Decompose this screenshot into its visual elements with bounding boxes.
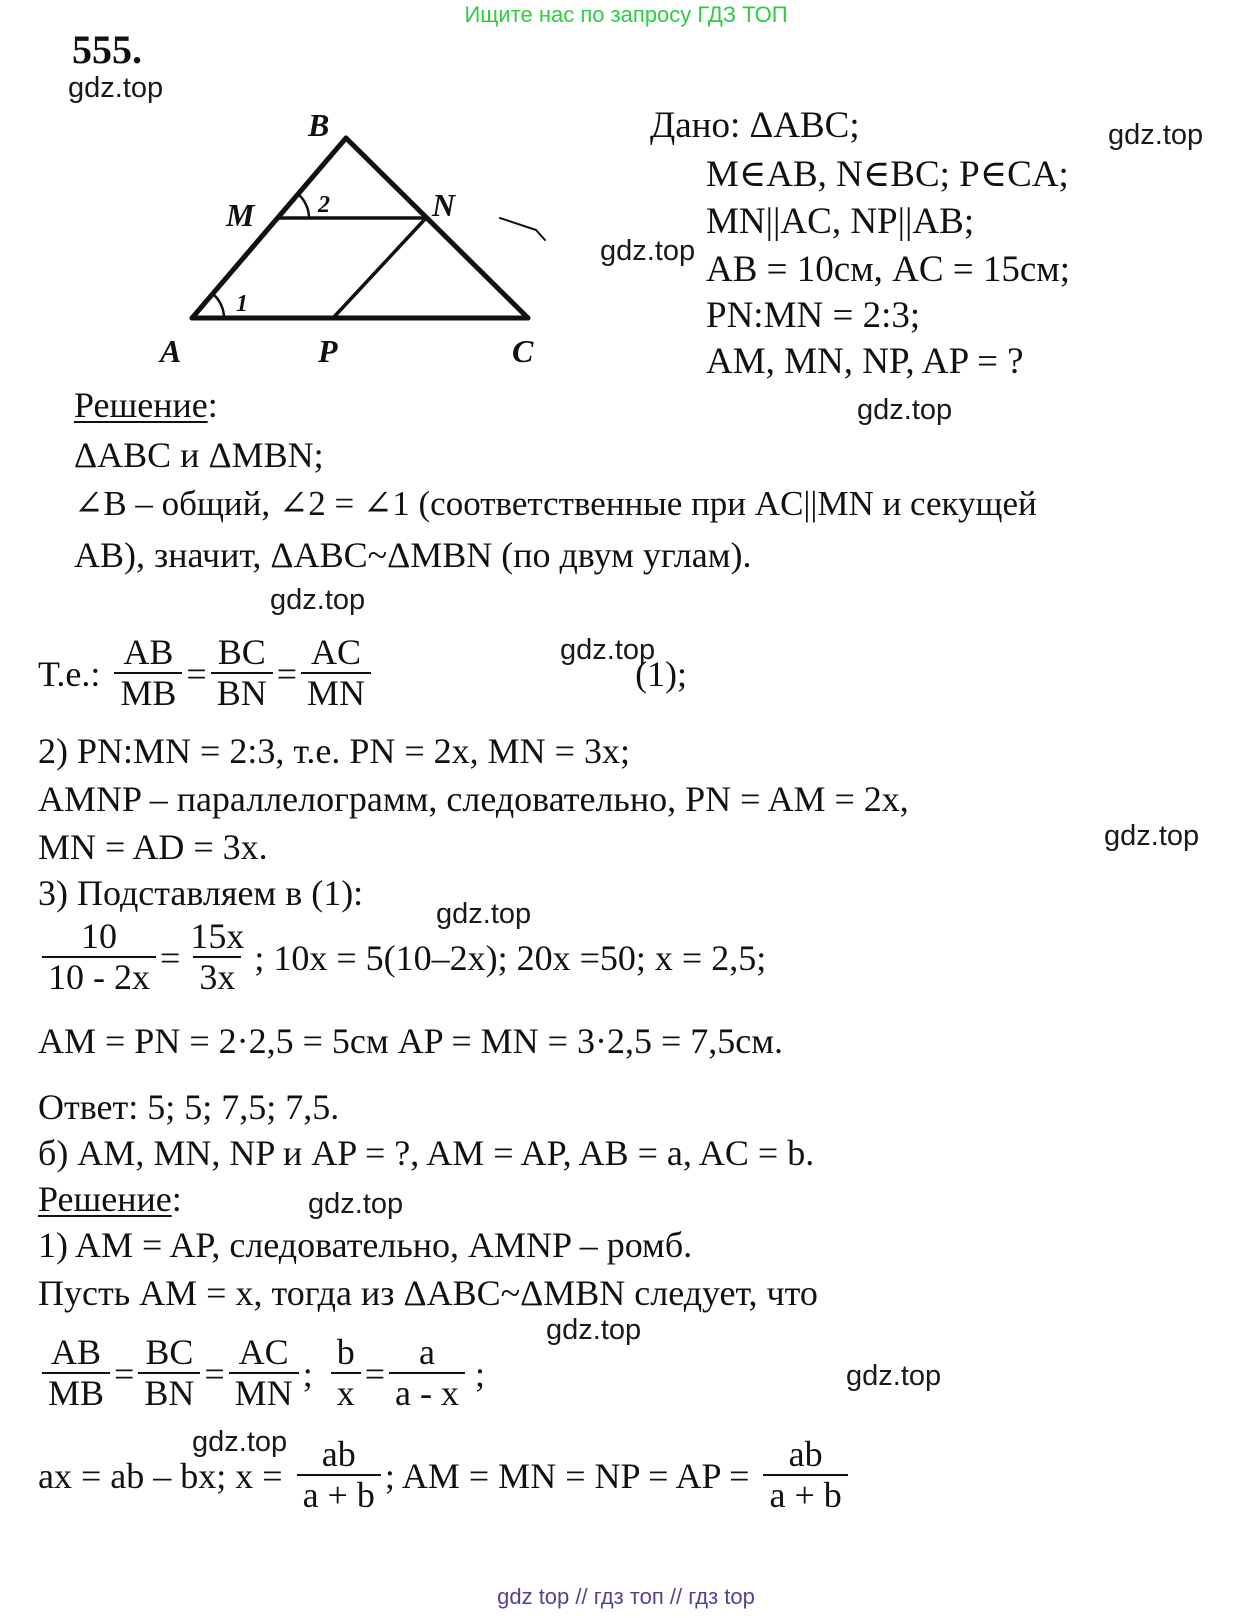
separator: ; [302,1353,313,1394]
step-2-line-1: 2) PN:MN = 2:3, т.е. PN = 2x, MN = 3x; [38,731,630,771]
fraction-15x-over-3x [184,918,250,997]
given-line-2: M∈AB, N∈BC; P∈CA; [706,154,1069,195]
step-2-line-3: MN = AD = 3x. [38,827,268,867]
te-prefix: Т.е.: [38,653,101,694]
side-ab [192,138,346,318]
fraction-denominator: BN [211,672,273,714]
watermark: gdz.top [1104,820,1200,852]
side-bc [346,138,528,318]
watermark: gdz.top [68,72,164,104]
label-m: M [226,197,255,233]
fraction-numerator: 15x [190,916,245,956]
watermark: gdz.top [192,1426,288,1458]
final-prefix: ax = ab – bx; x = [38,1455,283,1496]
solution-line-2: ∠B – общий, ∠2 = ∠1 (соответственные при AC||MN и секущей [74,484,1037,523]
fraction-denominator: a + b [297,1474,381,1516]
part-b-proportion [38,1334,485,1413]
fraction-bc-bn [211,634,273,713]
fraction-numerator: a [419,1332,435,1372]
fraction-denominator: MN [301,672,371,714]
part-b-statement: б) AM, MN, NP и AP = ?, AM = AP, AB = a, AC = b. [38,1133,815,1173]
part-b-heading-colon: : [171,1179,182,1219]
fraction-denominator: BN [138,1372,200,1414]
given-line-6: AM, MN, NP, AP = ? [706,341,1024,382]
label-b: B [308,107,330,143]
fraction-b-over-x [331,1334,361,1413]
fraction-numerator: b [336,1332,355,1372]
fraction-denominator: 10 - 2x [42,956,156,998]
stray-mark [500,218,545,240]
fraction-numerator: ab [321,1434,356,1474]
label-a: A [160,333,182,369]
watermark: gdz.top [846,1360,942,1392]
fraction-10-over-10-2x [42,918,156,997]
fraction-ac-mn [229,1334,299,1413]
part-b-line-2: Пусть AM = x, тогда из ΔABC~ΔMBN следует, что [38,1273,818,1313]
line-end: ; [474,1353,485,1394]
watermark: gdz.top [436,898,532,930]
equals-sign: = [276,653,298,694]
fraction-denominator: MB [114,672,182,714]
answer-line: Ответ: 5; 5; 7,5; 7,5. [38,1087,340,1127]
fraction-bc-bn [138,1334,200,1413]
fraction-numerator: AC [311,632,362,672]
problem-number: 555. [72,27,142,72]
given-line-4: AB = 10см, AC = 15см; [706,249,1070,290]
fraction-ab-mb [42,1334,110,1413]
watermark: gdz.top [546,1314,642,1346]
fraction-numerator: AB [51,1332,102,1372]
watermark: gdz.top [270,584,366,616]
fraction-denominator: a - x [389,1372,465,1414]
equals-sign: = [114,1353,135,1394]
watermark: gdz.top [308,1188,404,1220]
part-b-line-1: 1) AM = AP, следовательно, AMNP – ромб. [38,1225,693,1265]
step-2-line-2: AMNP – параллелограмм, следовательно, PN = AM = 2x, [38,779,909,819]
label-angle-2: 2 [318,192,330,218]
part-b-final [38,1436,852,1515]
fraction-denominator: 3x [193,956,241,998]
equals-sign: = [186,653,207,694]
angle-1-arc [213,294,224,318]
label-n: N [432,187,456,223]
fraction-denominator: a + b [763,1474,847,1516]
part-b-heading-text: Решение [38,1179,172,1219]
fraction-numerator: AC [238,1332,289,1372]
fraction-denominator: x [331,1372,361,1414]
fraction-denominator: MN [229,1372,299,1414]
given-line-5: PN:MN = 2:3; [706,295,921,336]
step-3-equation [38,918,766,997]
solution-line-3: AB), значит, ΔABC~ΔMBN (по двум углам). [74,535,752,575]
step-3-rest: ; 10x = 5(10–2x); 20x =50; x = 2,5; [254,937,767,978]
fraction-ab-over-a-plus-b [297,1436,381,1515]
fraction-ab-over-a-plus-b [763,1436,847,1515]
triangle-figure [0,100,600,390]
footer-banner[interactable]: gdz top // гдз топ // гдз top [497,1584,755,1609]
equals-sign: = [364,1353,386,1394]
fraction-numerator: 10 [81,916,117,956]
result-line: AM = PN = 2·2,5 = 5см AP = MN = 3·2,5 = 7,5см. [38,1021,784,1061]
watermark: gdz.top [600,235,696,267]
segment-np [333,218,426,318]
solution-line-1: ΔABC и ΔMBN; [74,435,324,475]
angle-2-arc [298,194,309,218]
proportion-1 [38,634,687,713]
step-3-heading: 3) Подставляем в (1): [38,873,364,913]
fraction-denominator: MB [42,1372,110,1414]
fraction-a-over-a-x [389,1334,465,1413]
fraction-ac-mn [301,634,371,713]
given-line-1: Дано: ΔABC; [650,105,860,146]
solution-heading [74,384,218,426]
header-banner[interactable]: Ищите нас по запросу ГДЗ ТОП [464,2,788,27]
fraction-numerator: AB [123,632,174,672]
fraction-numerator: BC [217,632,266,672]
solution-heading-colon: : [207,385,218,425]
fraction-numerator: ab [788,1434,823,1474]
watermark: gdz.top [857,394,953,426]
solution-heading-text: Решение [74,385,208,425]
label-angle-1: 1 [236,291,248,317]
fraction-ab-mb [114,634,182,713]
equals-sign: = [160,937,181,978]
label-p: P [318,333,338,369]
watermark: gdz.top [560,634,656,666]
part-b-heading [38,1178,182,1220]
watermark: gdz.top [1108,119,1204,151]
equals-sign: = [204,1353,225,1394]
label-c: C [512,333,534,369]
equation-ref: (1); [635,653,688,694]
fraction-numerator: BC [145,1332,194,1372]
final-middle: ; AM = MN = NP = AP = [384,1455,750,1496]
given-line-3: MN||AC, NP||AB; [706,201,975,242]
